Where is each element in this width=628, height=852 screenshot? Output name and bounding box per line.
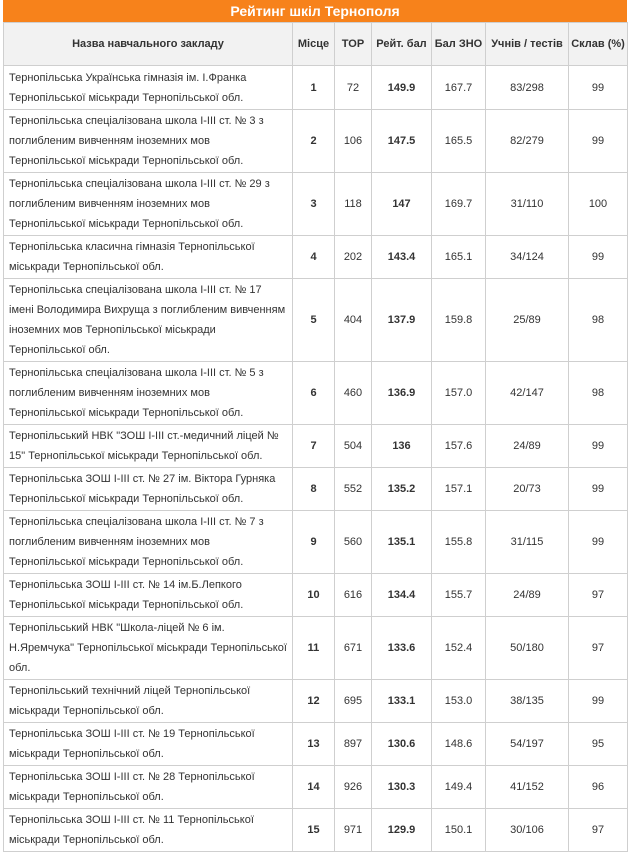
- cell-zno: 165.1: [432, 236, 486, 279]
- cell-name: Тернопільська класична гімназія Тернопільської міськради Тернопільської обл.: [4, 236, 293, 279]
- cell-pass: 95: [569, 723, 628, 766]
- table-row: [4, 468, 628, 511]
- table-row: [4, 425, 628, 468]
- cell-score: 130.3: [372, 766, 432, 809]
- cell-place: 8: [293, 468, 335, 511]
- table-row: [4, 511, 628, 574]
- cell-students: 25/89: [486, 279, 569, 362]
- cell-place: 9: [293, 511, 335, 574]
- cell-pass: 99: [569, 680, 628, 723]
- header-name: Назва навчального закладу: [4, 23, 293, 66]
- cell-pass: 99: [569, 110, 628, 173]
- cell-top: 897: [335, 723, 372, 766]
- table-row: [4, 279, 628, 362]
- cell-top: 460: [335, 362, 372, 425]
- cell-zno: 169.7: [432, 173, 486, 236]
- cell-pass: 99: [569, 425, 628, 468]
- cell-zno: 150.1: [432, 809, 486, 852]
- cell-place: 5: [293, 279, 335, 362]
- cell-top: 552: [335, 468, 372, 511]
- cell-students: 54/197: [486, 723, 569, 766]
- cell-top: 671: [335, 617, 372, 680]
- header-top: TOP: [335, 23, 372, 66]
- cell-place: 11: [293, 617, 335, 680]
- cell-zno: 149.4: [432, 766, 486, 809]
- cell-zno: 157.1: [432, 468, 486, 511]
- cell-place: 12: [293, 680, 335, 723]
- cell-name: Тернопільський НВК "Школа-ліцей № 6 ім. Н.Яремчука" Тернопільської міськради Тернопільської обл.: [4, 617, 293, 680]
- table-row: [4, 362, 628, 425]
- cell-top: 560: [335, 511, 372, 574]
- cell-zno: 155.8: [432, 511, 486, 574]
- cell-pass: 97: [569, 574, 628, 617]
- cell-students: 24/89: [486, 574, 569, 617]
- cell-zno: 155.7: [432, 574, 486, 617]
- header-students: Учнів / тестів: [486, 23, 569, 66]
- cell-pass: 97: [569, 809, 628, 852]
- cell-students: 42/147: [486, 362, 569, 425]
- cell-zno: 157.6: [432, 425, 486, 468]
- cell-students: 31/115: [486, 511, 569, 574]
- cell-top: 106: [335, 110, 372, 173]
- cell-score: 136: [372, 425, 432, 468]
- cell-place: 3: [293, 173, 335, 236]
- cell-students: 41/152: [486, 766, 569, 809]
- cell-students: 83/298: [486, 66, 569, 110]
- header-place: Місце: [293, 23, 335, 66]
- cell-top: 72: [335, 66, 372, 110]
- cell-pass: 99: [569, 511, 628, 574]
- cell-students: 20/73: [486, 468, 569, 511]
- cell-score: 147: [372, 173, 432, 236]
- cell-place: 6: [293, 362, 335, 425]
- table-row: [4, 617, 628, 680]
- header-zno: Бал ЗНО: [432, 23, 486, 66]
- cell-top: 616: [335, 574, 372, 617]
- cell-place: 10: [293, 574, 335, 617]
- cell-score: 129.9: [372, 809, 432, 852]
- cell-name: Тернопільська ЗОШ І-ІІІ ст. № 19 Тернопільської міськради Тернопільської обл.: [4, 723, 293, 766]
- cell-name: Тернопільський НВК "ЗОШ І-ІІІ ст.-медичний ліцей № 15" Тернопільської міськради Тернопільської обл.: [4, 425, 293, 468]
- cell-students: 82/279: [486, 110, 569, 173]
- table-row: [4, 574, 628, 617]
- cell-students: 38/135: [486, 680, 569, 723]
- table-row: [4, 110, 628, 173]
- rating-widget: [3, 0, 627, 852]
- cell-top: 202: [335, 236, 372, 279]
- header-row: [4, 23, 628, 66]
- header-pass: Склав (%): [569, 23, 628, 66]
- cell-score: 147.5: [372, 110, 432, 173]
- cell-pass: 97: [569, 617, 628, 680]
- cell-place: 13: [293, 723, 335, 766]
- cell-place: 15: [293, 809, 335, 852]
- cell-zno: 148.6: [432, 723, 486, 766]
- cell-pass: 98: [569, 279, 628, 362]
- table-row: [4, 66, 628, 110]
- cell-pass: 96: [569, 766, 628, 809]
- cell-name: Тернопільська спеціалізована школа І-ІІІ ст. № 5 з поглибленим вивченням іноземних мов Тернопільської міськради Тернопільської обл.: [4, 362, 293, 425]
- cell-score: 133.1: [372, 680, 432, 723]
- cell-zno: 152.4: [432, 617, 486, 680]
- cell-students: 34/124: [486, 236, 569, 279]
- cell-score: 136.9: [372, 362, 432, 425]
- cell-name: Тернопільська спеціалізована школа І-ІІІ ст. № 29 з поглибленим вивченням іноземних мов Тернопільської міськради Тернопільської обл.: [4, 173, 293, 236]
- cell-students: 31/110: [486, 173, 569, 236]
- cell-score: 143.4: [372, 236, 432, 279]
- cell-place: 2: [293, 110, 335, 173]
- cell-students: 30/106: [486, 809, 569, 852]
- ranking-table: [3, 22, 628, 852]
- cell-score: 135.2: [372, 468, 432, 511]
- cell-score: 149.9: [372, 66, 432, 110]
- cell-pass: 99: [569, 236, 628, 279]
- cell-zno: 167.7: [432, 66, 486, 110]
- cell-top: 695: [335, 680, 372, 723]
- cell-top: 504: [335, 425, 372, 468]
- table-row: [4, 236, 628, 279]
- cell-zno: 157.0: [432, 362, 486, 425]
- cell-name: Тернопільська спеціалізована школа І-ІІІ ст. № 7 з поглибленим вивченням іноземних мов Тернопільської міськради Тернопільської обл.: [4, 511, 293, 574]
- cell-zno: 165.5: [432, 110, 486, 173]
- cell-zno: 153.0: [432, 680, 486, 723]
- cell-students: 24/89: [486, 425, 569, 468]
- cell-name: Тернопільська ЗОШ І-ІІІ ст. № 14 ім.Б.Лепкого Тернопільської міськради Тернопільської обл.: [4, 574, 293, 617]
- cell-name: Тернопільська ЗОШ І-ІІІ ст. № 27 ім. Віктора Гурняка Тернопільської міськради Тернопільської обл.: [4, 468, 293, 511]
- cell-place: 4: [293, 236, 335, 279]
- cell-top: 118: [335, 173, 372, 236]
- cell-name: Тернопільський технічний ліцей Тернопільської міськради Тернопільської обл.: [4, 680, 293, 723]
- cell-pass: 99: [569, 66, 628, 110]
- cell-students: 50/180: [486, 617, 569, 680]
- cell-place: 14: [293, 766, 335, 809]
- table-row: [4, 680, 628, 723]
- cell-score: 137.9: [372, 279, 432, 362]
- cell-place: 7: [293, 425, 335, 468]
- cell-name: Тернопільська Українська гімназія ім. І.Франка Тернопільської міськради Тернопільської обл.: [4, 66, 293, 110]
- table-row: [4, 723, 628, 766]
- cell-top: 404: [335, 279, 372, 362]
- cell-score: 130.6: [372, 723, 432, 766]
- cell-pass: 100: [569, 173, 628, 236]
- table-row: [4, 173, 628, 236]
- cell-pass: 98: [569, 362, 628, 425]
- cell-score: 133.6: [372, 617, 432, 680]
- table-row: [4, 809, 628, 852]
- cell-name: Тернопільська спеціалізована школа І-ІІІ ст. № 17 імені Володимира Вихруща з поглибленим вивченням іноземних мов Тернопільської міськради Тернопільської обл.: [4, 279, 293, 362]
- cell-score: 135.1: [372, 511, 432, 574]
- cell-pass: 99: [569, 468, 628, 511]
- cell-top: 971: [335, 809, 372, 852]
- cell-name: Тернопільська ЗОШ І-ІІІ ст. № 28 Тернопільської міськради Тернопільської обл.: [4, 766, 293, 809]
- cell-name: Тернопільська спеціалізована школа І-ІІІ ст. № 3 з поглибленим вивченням іноземних мов Тернопільської міськради Тернопільської обл.: [4, 110, 293, 173]
- cell-top: 926: [335, 766, 372, 809]
- cell-score: 134.4: [372, 574, 432, 617]
- table-title: Рейтинг шкіл Тернополя: [3, 0, 627, 22]
- cell-place: 1: [293, 66, 335, 110]
- header-score: Рейт. бал: [372, 23, 432, 66]
- table-row: [4, 766, 628, 809]
- cell-zno: 159.8: [432, 279, 486, 362]
- cell-name: Тернопільська ЗОШ І-ІІІ ст. № 11 Тернопільської міськради Тернопільської обл.: [4, 809, 293, 852]
